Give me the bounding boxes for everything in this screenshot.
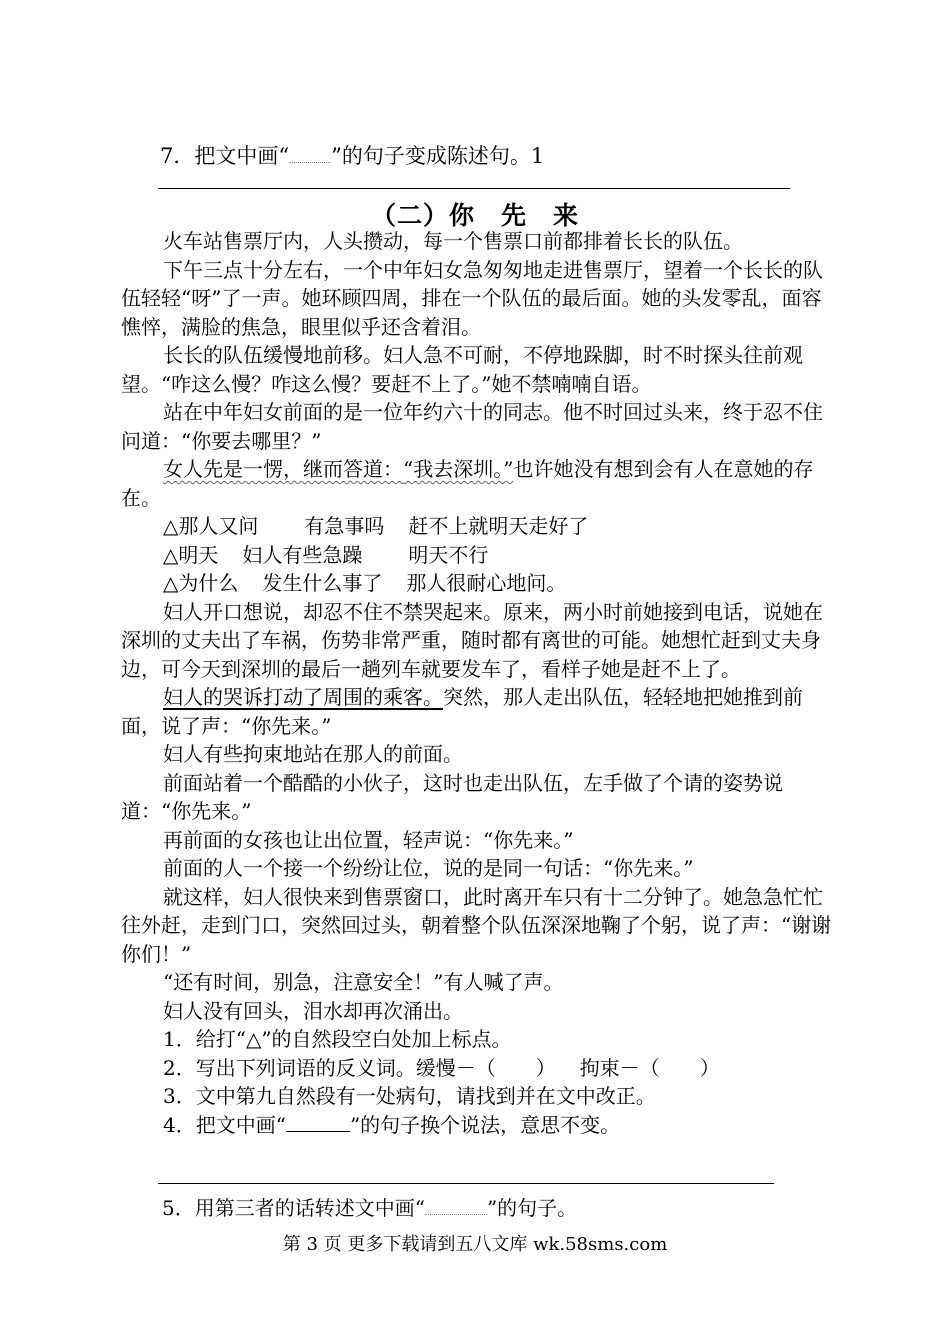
section-title: （二）你 先 来 [370, 201, 579, 230]
answer-line [158, 1183, 774, 1184]
segment: △那人又问 [163, 514, 259, 538]
question-5-prefix: 5．用第三者的话转述文中画“ [162, 1196, 425, 1220]
question-5-suffix: ”的句子。 [486, 1196, 578, 1220]
question-2 [121, 1054, 837, 1083]
paragraph: 长长的队伍缓慢地前移。妇人急不可耐，不停地跺脚，时不时探头往前观望。“咋这么慢？咋这么慢？要赶不上了。”她不禁喃喃自语。 [121, 343, 803, 396]
paragraph: 前面的人一个接一个纷纷让位，说的是同一句话：“你先来。” [163, 856, 694, 880]
paragraph: 妇人没有回头，泪水却再次涌出。 [163, 998, 463, 1023]
question-4-prefix: 4．把文中画“ [163, 1112, 286, 1137]
answer-line [158, 188, 790, 189]
straight-blank [286, 1117, 350, 1132]
paragraph: “还有时间，别急，注意安全！”有人喊了声。 [163, 970, 564, 994]
passage [121, 227, 837, 1139]
triangle-paragraph [121, 512, 837, 541]
paragraph: 下午三点十分左右，一个中年妇女急匆匆地走进售票厅，望着一个长长的队伍轻轻“呀”了一声。她环顾四周，排在一个队伍的最后面。她的头发零乱，面容憔悴，满脸的焦急，眼里似乎还含着泪。 [121, 257, 823, 339]
question-1: 1．给打“△”的自然段空白处加上标点。 [163, 1027, 512, 1051]
question-5 [162, 1192, 577, 1221]
paragraph: 站在中年妇女前面的是一位年约六十的同志。他不时回过头来，终于忍不住问道：“你要去哪里？” [121, 400, 823, 453]
triangle-paragraph [121, 541, 837, 570]
segment: 妇人有些急躁 [242, 542, 363, 567]
segment: △明天 [163, 542, 219, 567]
paragraph: 妇人有些拘束地站在那人的前面。 [163, 742, 463, 766]
paragraph [121, 455, 837, 512]
paragraph-text: 也许她没有想到会有人在意她的存在。 [121, 457, 814, 510]
segment: △为什么 [163, 571, 239, 595]
paragraph: 前面站着一个酷酷的小伙子，这时也走出队伍，左手做了个请的姿势说道：“你先来。” [121, 770, 783, 823]
question-2-part: 拘束－（ ） [579, 1055, 720, 1080]
triangle-paragraph [121, 569, 837, 598]
paragraph: 就这样，妇人很快来到售票窗口，此时离开车只有十二分钟了。她急急忙忙往外赶，走到门口，突然回过头，朝着整个队伍深深地鞠了个躬，说了声：“谢谢你们！” [121, 884, 832, 966]
paragraph: 火车站售票厅内，人头攒动，每一个售票口前都排着长长的队伍。 [163, 229, 743, 253]
question-4 [121, 1111, 837, 1140]
segment: 那人很耐心地问。 [406, 571, 567, 595]
wavy-underlined-text: 女人先是一愣，继而答道： [163, 457, 403, 481]
segment: 赶不上就明天走好了 [408, 514, 589, 538]
wavy-blank [425, 1200, 487, 1215]
paragraph: 妇人开口想说，却忍不住不禁哭起来。原来，两小时前她接到电话，说她在深圳的丈夫出了车祸，伤势非常严重，随时都有离世的可能。她想忙赶到丈夫身边，可今天到深圳的最后一趟列车就要发车了，看样子她是赶不上了。 [121, 599, 823, 681]
wavy-blank [289, 148, 331, 163]
question-2-part: 2．写出下列词语的反义词。缓慢－（ ） [163, 1055, 556, 1080]
question-4-suffix: ”的句子换个说法，意思不变。 [349, 1112, 621, 1137]
segment: 明天不行 [408, 542, 489, 567]
paragraph [121, 683, 837, 740]
page-footer: 第 3 页 更多下载请到五八文库 wk.58sms.com [282, 1234, 668, 1255]
question-7-prefix: 7．把文中画“ [160, 144, 290, 168]
segment: 有急事吗 [304, 514, 385, 538]
segment: 发生什么事了 [262, 571, 383, 595]
question-7-suffix: ”的句子变成陈述句。1 [331, 144, 545, 168]
question-3: 3．文中第九自然段有一处病句，请找到并在文中改正。 [163, 1084, 656, 1108]
wavy-underlined-quote: “我去深圳。” [403, 457, 514, 481]
question-7 [160, 140, 544, 170]
paragraph-text: 突然，那人走出队伍，轻轻地把她推到前面，说了声：“你先来。” [121, 685, 803, 738]
underlined-sentence: 妇人的哭诉打动了周围的乘客。 [163, 685, 443, 709]
paragraph: 再前面的女孩也让出位置，轻声说：“你先来。” [163, 827, 574, 852]
